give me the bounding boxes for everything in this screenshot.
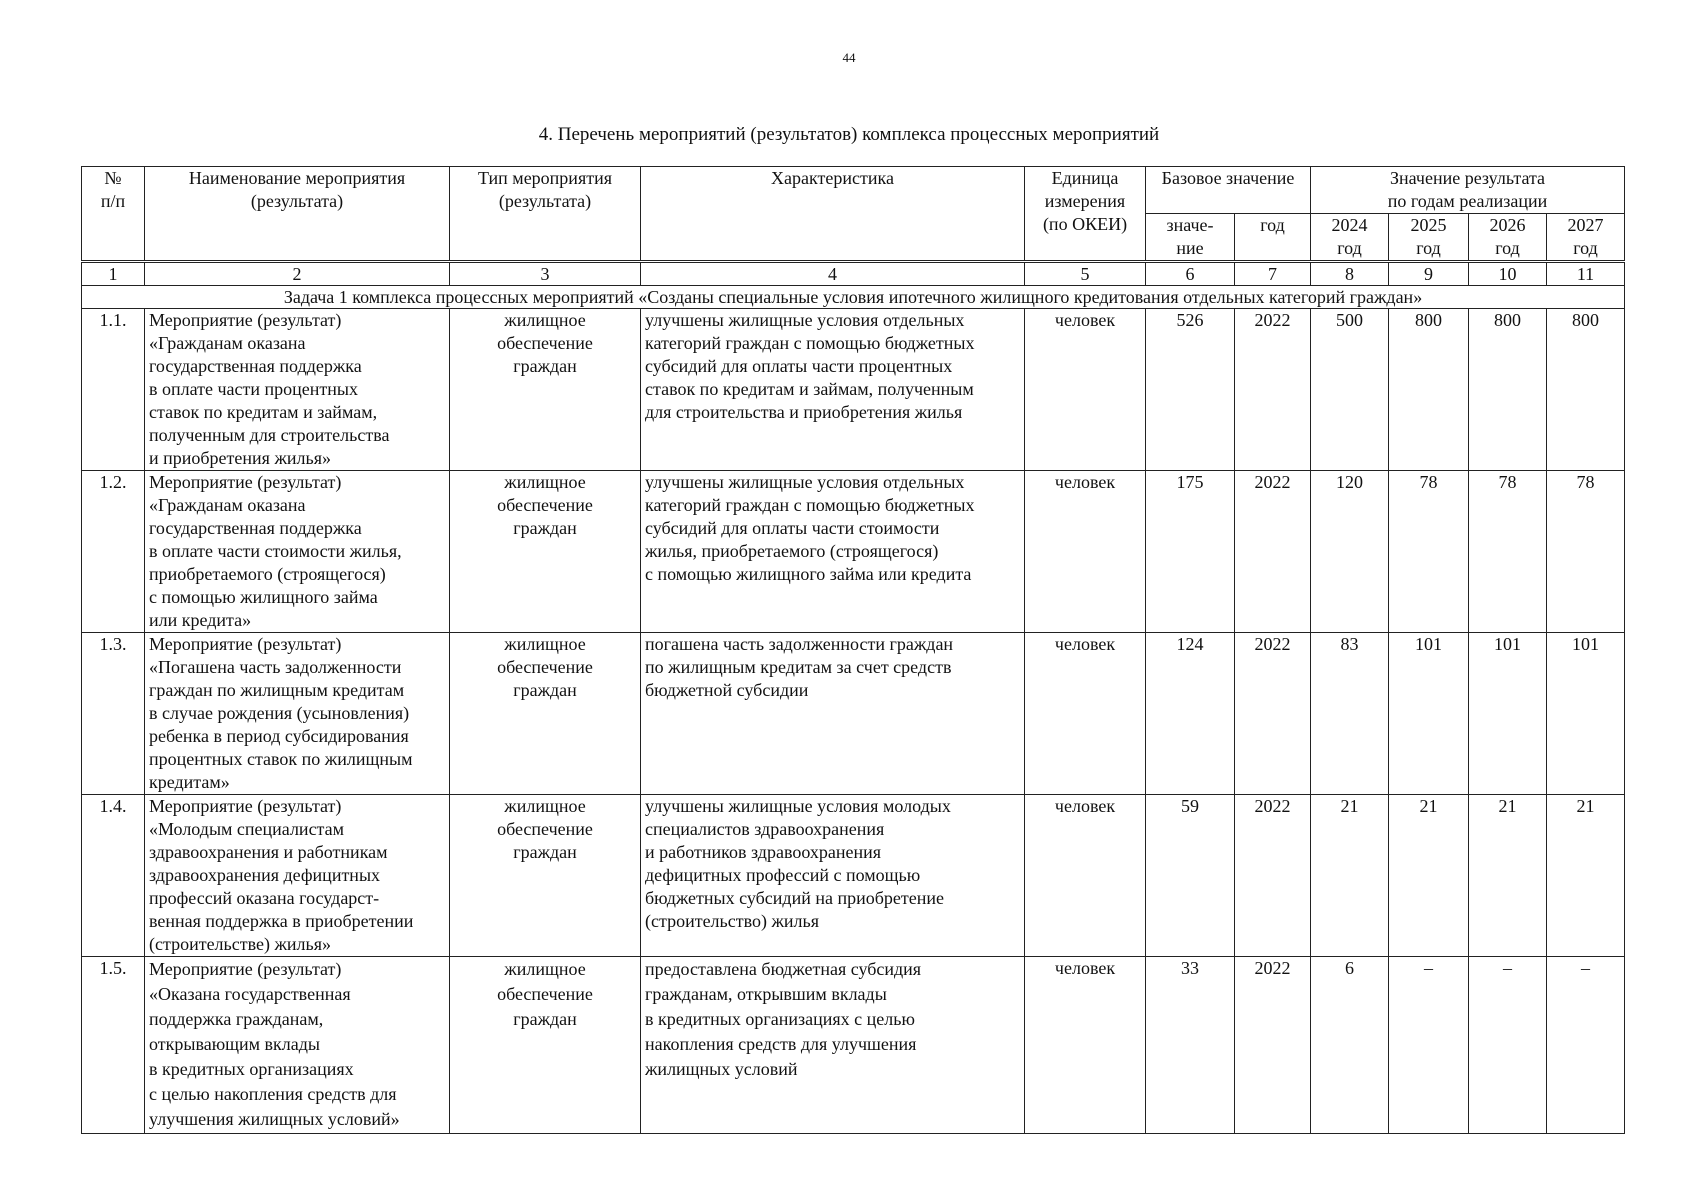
- value-2024: 120: [1311, 471, 1389, 633]
- measure-type: жилищное обеспечение граждан: [450, 633, 641, 795]
- value-2026: 101: [1469, 633, 1547, 795]
- measure-characteristic: улучшены жилищные условия молодых специалистов здравоохранения и работников здравоохранения дефицитных профессий с помощью бюджетных субсидий на приобретение (строительство) жилья: [641, 795, 1025, 957]
- header-unit: Единица измерения (по ОКЕИ): [1025, 167, 1146, 262]
- header-type: Тип мероприятия (результата): [450, 167, 641, 262]
- table-row: [82, 957, 1625, 1134]
- column-number: 9: [1389, 262, 1469, 286]
- measure-name: Мероприятие (результат) «Оказана государственная поддержка гражданам, открывающим вклады в кредитных организациях с целью накопления средств для улучшения жилищных условий»: [145, 957, 450, 1134]
- measure-type: жилищное обеспечение граждан: [450, 471, 641, 633]
- column-number: 11: [1547, 262, 1625, 286]
- header-no: № п/п: [82, 167, 145, 262]
- header-base: Базовое значение: [1146, 167, 1311, 214]
- measure-unit: человек: [1025, 309, 1146, 471]
- measure-unit: человек: [1025, 471, 1146, 633]
- value-2027: 800: [1547, 309, 1625, 471]
- measure-name: Мероприятие (результат) «Гражданам оказана государственная поддержка в оплате части стоимости жилья, приобретаемого (строящегося) с помощью жилищного займа или кредита»: [145, 471, 450, 633]
- column-number: 10: [1469, 262, 1547, 286]
- table-row: [82, 633, 1625, 795]
- measure-type: жилищное обеспечение граждан: [450, 957, 641, 1134]
- column-number: 8: [1311, 262, 1389, 286]
- base-value: 33: [1146, 957, 1235, 1134]
- header-year-2026: 2026 год: [1469, 214, 1547, 262]
- base-year: 2022: [1235, 795, 1311, 957]
- table-row: [82, 471, 1625, 633]
- value-2027: 101: [1547, 633, 1625, 795]
- value-2027: 78: [1547, 471, 1625, 633]
- column-number: 4: [641, 262, 1025, 286]
- value-2027: 21: [1547, 795, 1625, 957]
- base-value: 124: [1146, 633, 1235, 795]
- value-2026: 800: [1469, 309, 1547, 471]
- measure-unit: человек: [1025, 795, 1146, 957]
- header-base-year: год: [1235, 214, 1311, 262]
- measure-name: Мероприятие (результат) «Молодым специалистам здравоохранения и работникам здравоохранения дефицитных профессий оказана государст- венная поддержка в приобретении (строительстве) жилья»: [145, 795, 450, 957]
- task-heading: Задача 1 комплекса процессных мероприятий «Созданы специальные условия ипотечного жилищного кредитования отдельных категорий граждан»: [82, 286, 1625, 309]
- value-2026: –: [1469, 957, 1547, 1134]
- measure-type: жилищное обеспечение граждан: [450, 309, 641, 471]
- measures-table: [81, 166, 1625, 1134]
- row-number: 1.3.: [82, 633, 145, 795]
- measure-characteristic: улучшены жилищные условия отдельных категорий граждан с помощью бюджетных субсидий для оплаты части процентных ставок по кредитам и займам, полученным для строительства и приобретения жилья: [641, 309, 1025, 471]
- value-2025: 21: [1389, 795, 1469, 957]
- row-number: 1.1.: [82, 309, 145, 471]
- base-year: 2022: [1235, 471, 1311, 633]
- column-number: 5: [1025, 262, 1146, 286]
- column-number: 3: [450, 262, 641, 286]
- table-row: [82, 309, 1625, 471]
- row-number: 1.5.: [82, 957, 145, 1134]
- value-2026: 78: [1469, 471, 1547, 633]
- measure-characteristic: улучшены жилищные условия отдельных категорий граждан с помощью бюджетных субсидий для оплаты части стоимости жилья, приобретаемого (строящегося) с помощью жилищного займа или кредита: [641, 471, 1025, 633]
- value-2024: 500: [1311, 309, 1389, 471]
- document-title: 4. Перечень мероприятий (результатов) комплекса процессных мероприятий: [538, 124, 1160, 145]
- header-row-1: [82, 167, 1625, 214]
- base-value: 526: [1146, 309, 1235, 471]
- value-2025: 78: [1389, 471, 1469, 633]
- value-2025: 101: [1389, 633, 1469, 795]
- table-row: [82, 795, 1625, 957]
- header-year-2027: 2027 год: [1547, 214, 1625, 262]
- header-name: Наименование мероприятия (результата): [145, 167, 450, 262]
- value-2024: 83: [1311, 633, 1389, 795]
- value-2027: –: [1547, 957, 1625, 1134]
- column-number: 7: [1235, 262, 1311, 286]
- value-2026: 21: [1469, 795, 1547, 957]
- base-year: 2022: [1235, 957, 1311, 1134]
- header-result: Значение результата по годам реализации: [1311, 167, 1625, 214]
- column-number: 6: [1146, 262, 1235, 286]
- base-year: 2022: [1235, 633, 1311, 795]
- measure-name: Мероприятие (результат) «Погашена часть задолженности граждан по жилищным кредитам в случае рождения (усыновления) ребенка в период субсидирования процентных ставок по жилищным кредитам»: [145, 633, 450, 795]
- column-number: 2: [145, 262, 450, 286]
- measure-characteristic: предоставлена бюджетная субсидия гражданам, открывшим вклады в кредитных организациях с целью накопления средств для улучшения жилищных условий: [641, 957, 1025, 1134]
- base-value: 59: [1146, 795, 1235, 957]
- measure-name: Мероприятие (результат) «Гражданам оказана государственная поддержка в оплате части процентных ставок по кредитам и займам, полученным для строительства и приобретения жилья»: [145, 309, 450, 471]
- column-numbers-row: [82, 262, 1625, 286]
- base-value: 175: [1146, 471, 1235, 633]
- value-2024: 6: [1311, 957, 1389, 1134]
- header-base-value: значе- ние: [1146, 214, 1235, 262]
- header-year-2025: 2025 год: [1389, 214, 1469, 262]
- header-characteristic: Характеристика: [641, 167, 1025, 262]
- value-2025: 800: [1389, 309, 1469, 471]
- row-number: 1.2.: [82, 471, 145, 633]
- measure-characteristic: погашена часть задолженности граждан по жилищным кредитам за счет средств бюджетной субсидии: [641, 633, 1025, 795]
- value-2025: –: [1389, 957, 1469, 1134]
- value-2024: 21: [1311, 795, 1389, 957]
- page-number: 44: [842, 50, 856, 65]
- header-year-2024: 2024 год: [1311, 214, 1389, 262]
- base-year: 2022: [1235, 309, 1311, 471]
- measure-unit: человек: [1025, 633, 1146, 795]
- row-number: 1.4.: [82, 795, 145, 957]
- measure-unit: человек: [1025, 957, 1146, 1134]
- task-heading-row: [82, 286, 1625, 309]
- column-number: 1: [82, 262, 145, 286]
- measure-type: жилищное обеспечение граждан: [450, 795, 641, 957]
